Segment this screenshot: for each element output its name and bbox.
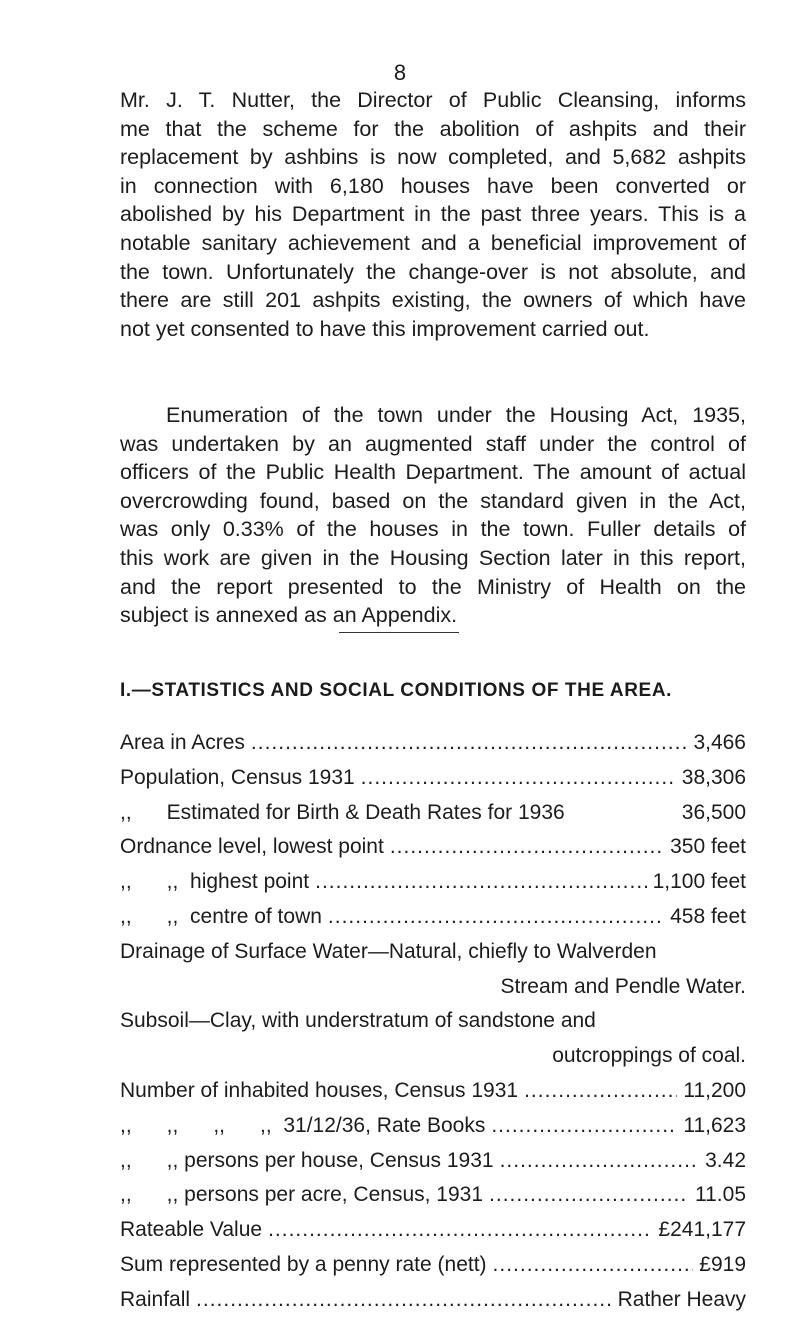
stat-row-subsoil: [120, 1004, 746, 1039]
stat-label: ,, ,, highest point: [120, 870, 310, 894]
stat-row-houses-rate-books: [120, 1109, 746, 1144]
leader-dots: [196, 1283, 612, 1318]
leader-dots: [524, 1074, 677, 1109]
stat-continuation: Stream and Pendle Water.: [500, 974, 746, 998]
leader-dots: [500, 1144, 700, 1179]
stat-label: ,, ,, persons per house, Census 1931: [120, 1148, 494, 1172]
leader-dots: [489, 1178, 689, 1213]
stat-label: Ordnance level, lowest point: [120, 835, 384, 859]
text-line: the town. Unfortunately the change-over is not absolute, and: [120, 259, 746, 284]
stat-label: Drainage of Surface Water—Natural, chiefly to Walverden: [120, 939, 657, 963]
stat-value: 350 feet: [670, 835, 746, 859]
leader-dots: [361, 761, 676, 796]
stat-row-area: [120, 726, 746, 761]
text-line: and the report presented to the Ministry of Health on the: [120, 574, 746, 599]
stat-value: 38,306: [681, 765, 746, 789]
text-line: not yet consented to have this improvement carried out.: [120, 316, 650, 341]
leader-dots: [491, 1109, 677, 1144]
leader-dots: [390, 830, 664, 865]
text-line: replacement by ashbins is now completed, and 5,682 ashpits: [120, 145, 746, 170]
stat-value: Rather Heavy: [617, 1287, 746, 1311]
leader-dots: [493, 1248, 694, 1283]
page-number: 8: [393, 60, 407, 85]
stat-value: 36,500: [681, 800, 746, 824]
stat-value: 458 feet: [670, 904, 746, 928]
text-line: notable sanitary achievement and a beneficial improvement of: [120, 230, 746, 255]
stat-label: Subsoil—Clay, with understratum of sandstone and: [120, 1009, 596, 1033]
stat-value: 3.42: [705, 1148, 746, 1172]
stat-row-rainfall: [120, 1283, 746, 1318]
leader-dots: [268, 1213, 652, 1248]
stat-label: Rainfall: [120, 1287, 191, 1311]
stat-row-rateable-value: [120, 1213, 746, 1248]
text-line: Enumeration of the town under the Housing Act, 1935,: [166, 403, 746, 427]
stat-value: 11.05: [695, 1183, 746, 1207]
text-line: this work are given in the Housing Section later in this report,: [120, 545, 746, 570]
paragraph-enumeration: [120, 401, 746, 630]
text-line: overcrowding found, based on the standard given in the Act,: [120, 488, 746, 513]
stat-label: Sum represented by a penny rate (nett): [120, 1252, 487, 1276]
section-divider: [339, 632, 459, 633]
leader-dots: [315, 865, 646, 900]
stat-label: ,, ,, ,, ,, 31/12/36, Rate Books: [120, 1113, 486, 1137]
stat-value: 11,200: [683, 1078, 746, 1102]
stat-value: £919: [699, 1252, 746, 1276]
text-line: abolished by his Department in the past three years. This is a: [120, 202, 746, 227]
stat-label: ,, ,, persons per acre, Census, 1931: [120, 1183, 484, 1207]
text-line: officers of the Public Health Department. The amount of actual: [120, 460, 746, 485]
stat-row-penny-rate: [120, 1248, 746, 1283]
stat-row-persons-per-house: [120, 1144, 746, 1179]
text-line: was only 0.33% of the houses in the town. Fuller details of: [120, 517, 746, 542]
stat-label: ,, ,, centre of town: [120, 904, 322, 928]
text-line: there are still 201 ashpits existing, the owners of which have: [120, 288, 746, 313]
stat-label: ,, Estimated for Birth & Death Rates for 1936: [120, 800, 565, 824]
text-line: in connection with 6,180 houses have been converted or: [120, 173, 746, 198]
stat-continuation: outcroppings of coal.: [552, 1044, 746, 1068]
stat-row-drainage: [120, 935, 746, 970]
text-line: subject is annexed as an Appendix.: [120, 603, 458, 628]
section-heading: I.—STATISTICS AND SOCIAL CONDITIONS OF THE AREA.: [120, 680, 673, 701]
stat-row-ordnance-highest: [120, 865, 746, 900]
stat-label: Population, Census 1931: [120, 765, 355, 789]
stat-row-persons-per-acre: [120, 1178, 746, 1213]
stat-row-population: [120, 761, 746, 796]
stat-row-estimated: [120, 796, 746, 831]
paragraph-ashpits: [120, 86, 746, 343]
stat-value: 11,623: [683, 1113, 746, 1137]
stat-label: Area in Acres: [120, 731, 245, 754]
stat-value: £241,177: [658, 1218, 746, 1242]
stat-row-houses-census: [120, 1074, 746, 1109]
stat-label: Rateable Value: [120, 1218, 263, 1242]
leader-dots: [328, 900, 664, 935]
statistics-list: [120, 726, 746, 1318]
text-line: Mr. J. T. Nutter, the Director of Public Cleansing, informs: [120, 88, 746, 112]
stat-value: 1,100 feet: [652, 870, 746, 894]
text-line: was undertaken by an augmented staff under the control of: [120, 431, 746, 456]
stat-label: Number of inhabited houses, Census 1931: [120, 1078, 519, 1102]
text-line: me that the scheme for the abolition of ashpits and their: [120, 116, 746, 141]
stat-row-ordnance-centre: [120, 900, 746, 935]
stat-row-ordnance-lowest: [120, 830, 746, 865]
leader-dots: [251, 726, 688, 761]
stat-value: 3,466: [693, 731, 746, 754]
